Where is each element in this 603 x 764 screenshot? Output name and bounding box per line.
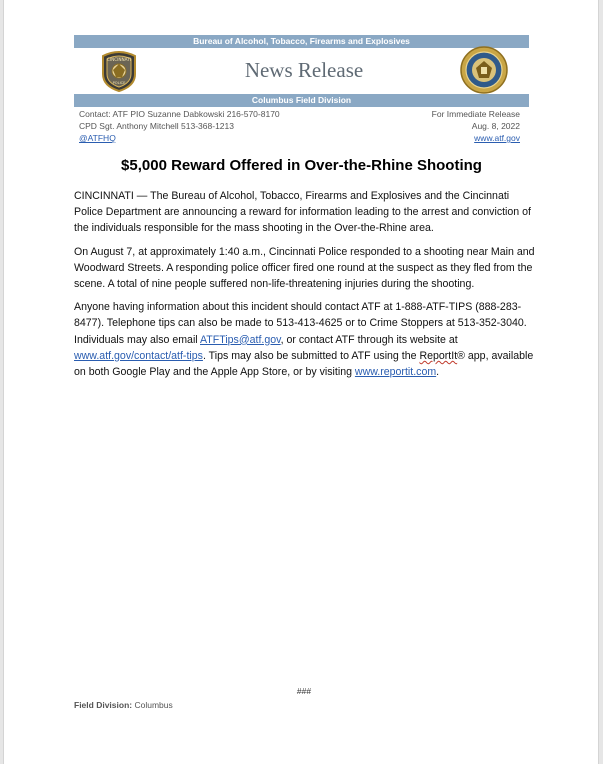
release-label: For Immediate Release	[431, 109, 520, 119]
reportit-app-name: ReportIt	[419, 349, 458, 362]
atf-seal-icon	[460, 46, 508, 94]
footer-label: Field Division:	[74, 700, 133, 710]
atfhq-link[interactable]: @ATFHQ	[79, 133, 116, 143]
headline: $5,000 Reward Offered in Over-the-Rhine Shooting	[121, 157, 482, 174]
agency-band: Bureau of Alcohol, Tobacco, Firearms and Explosives	[74, 35, 529, 48]
paragraph-3: Anyone having information about this incident should contact ATF at 1-888-ATF-TIPS (888-283-8477). Telephone tips can also be made to 513-413-4625 or to Crime Stoppers at 513-352-3040. Individuals may also email ATFTips@atf.gov, or contact ATF through its website at www.atf.gov/contact/atf-tips. Tips may also be submitted to ATF using the ReportIt® app, available on both Google Play and the Apple App Store, or by visiting www.reportit.com.	[74, 301, 534, 379]
release-block	[432, 108, 520, 144]
tips-url-link[interactable]: www.atf.gov/contact/atf-tips	[74, 349, 203, 362]
reportit-site-link[interactable]: www.reportit.com	[354, 366, 437, 379]
atf-website-link[interactable]: www.atf.gov	[474, 133, 520, 143]
end-mark: ###	[296, 686, 312, 696]
article-body	[74, 188, 536, 387]
contact-block	[79, 108, 280, 144]
release-date: Aug. 8, 2022	[471, 121, 520, 131]
document-page	[3, 0, 599, 764]
email-link[interactable]: ATFTips@atf.gov	[200, 333, 281, 346]
police-badge-sub: POLICE	[112, 81, 126, 85]
contact-line-2: CPD Sgt. Anthony Mitchell 513-368-1213	[79, 121, 234, 131]
field-division-band: Columbus Field Division	[74, 94, 529, 107]
police-badge-icon	[99, 50, 139, 92]
police-badge-text: CINCINNATI	[106, 57, 132, 62]
footer-field-division	[74, 700, 173, 710]
paragraph-1: CINCINNATI — The Bureau of Alcohol, Tobacco, Firearms and Explosives and the Cincinnati Police Department are announcing a reward for information leading to the arrest and conviction of the individuals responsible for the mass shooting in the Over-the-Rhine area.	[74, 190, 531, 235]
contact-line-1: Contact: ATF PIO Suzanne Dabkowski 216-570-8170	[79, 109, 280, 119]
footer-value: Columbus	[134, 700, 173, 710]
paragraph-2: On August 7, at approximately 1:40 a.m., Cincinnati Police responded to a shooting near Main and Woodward Streets. A responding police officer fired one round at the suspect as they fled from the scene. A total of nine people suffered non-life-threatening injuries during the shooting.	[74, 245, 535, 291]
page-title: News Release	[244, 58, 364, 82]
